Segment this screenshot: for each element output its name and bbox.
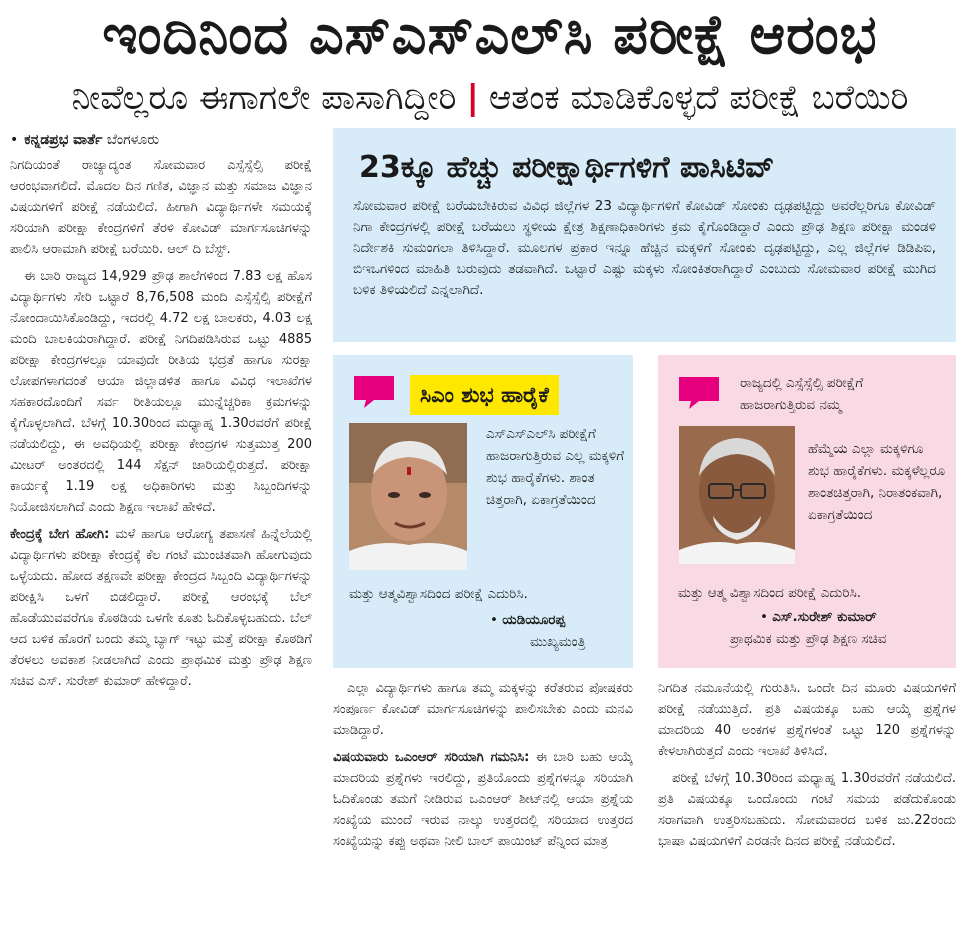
- left-paragraph-3-text: ಮಳೆ ಹಾಗೂ ಆರೋಗ್ಯ ತಪಾಸಣೆ ಹಿನ್ನೆಲೆಯಲ್ಲಿ ವಿದ್ಯಾರ್ಥಿಗಳು ಪರೀಕ್ಷಾ ಕೇಂದ್ರಕ್ಕೆ ಕೆಲ ಗಂಟೆ ಮುಂಚಿತವಾಗಿ ಹೋಗುವುದು ಒಳ್ಳೆಯದು. ಹೋದ ತಕ್ಷಣವೇ ಪರೀಕ್ಷಾ ಕೇಂದ್ರದ ಸಿಬ್ಬಂದಿ ವಿದ್ಯಾರ್ಥಿಗಳನ್ನು ಪರೀಕ್ಷಿಸಿ ಒಳಗೆ ಬಿಡಲಿದ್ದಾರೆ. ಪರೀಕ್ಷೆ ಆರಂಭಕ್ಕೆ ಬೆಲ್ ಹೊಡೆಯುವವರೆಗೂ ಕೊಠಡಿಯ ಒಳಗೇ ಕೂತು ಓದಿಕೊಳ್ಳಬಹುದು. ಬೆಲ್ ಆದ ಬಳಿಕ ಹೊರಗೆ ಬಂದು ತಮ್ಮ ಬ್ಯಾಗ್ ಇಟ್ಟು ಮತ್ತೆ ಪರೀಕ್ಷಾ ಕೊಠಡಿಗೆ ತೆರಳಲು ಅವಕಾಶ ನೀಡಲಾಗಿದೆ ಎಂದು ಪ್ರಾಥಮಿಕ ಮತ್ತು ಪ್ರೌಢ ಶಿಕ್ಷಣ ಸಚಿವ ಎಸ್. ಸುರೇಶ್ ಕುಮಾರ್ ಹೇಳಿದ್ದಾರೆ.: [10, 527, 312, 689]
- right-paragraph-2: ಪರೀಕ್ಷೆ ಬೆಳಗ್ಗೆ 10.30ರಿಂದ ಮಧ್ಯಾಹ್ನ 1.30ರವರೆಗೆ ನಡೆಯಲಿದೆ. ಪ್ರತಿ ವಿಷಯಕ್ಕೂ ಒಂದೊಂದು ಗಂಟೆ ಸಮಯ ಪಡೆದುಕೊಂಡು ಸರಾಗವಾಗಿ ಉತ್ತರಿಸಬಹುದು. ಸೋಮವಾರದ ಬಳಿಕ ಜು.22ರಂದು ಭಾಷಾ ವಿಷಯಗಳಿಗೆ ಎರಡನೇ ದಿನದ ಪರೀಕ್ಷೆ ನಡೆಯಲಿದೆ.: [658, 771, 956, 849]
- subhead-right: ಆತಂಕ ಮಾಡಿಕೊಳ್ಳದೆ ಪರೀಕ್ಷೆ ಬರೆಯಿರಿ: [488, 78, 909, 118]
- subhead-separator: |: [466, 78, 479, 118]
- right-paragraph-1: ನಿಗದಿತ ನಮೂನೆಯಲ್ಲಿ ಗುರುತಿಸಿ. ಒಂದೇ ದಿನ ಮೂರು ವಿಷಯಗಳಿಗೆ ಪರೀಕ್ಷೆ ನಡೆಯುತ್ತಿದೆ. ಪ್ರತಿ ವಿಷಯಕ್ಕೂ ಬಹು ಆಯ್ಕೆ ಪ್ರಶ್ನೆಗಳ ಮಾದರಿಯ 40 ಅಂಕಗಳ ಪ್ರಶ್ನೆಗಳಂತೆ ಒಟ್ಟು 120 ಪ್ರಶ್ನೆಗಳನ್ನು ಕೇಳಲಾಗಿರುತ್ತದೆ ಎಂದು ಇಲಾಖೆ ತಿಳಿಸಿದೆ.: [658, 681, 956, 759]
- minister-quote-top: ರಾಜ್ಯದಲ್ಲಿ ಎಸ್ಸೆಸ್ಸೆಲ್ಸಿ ಪರೀಕ್ಷೆಗೆ ಹಾಜರಾಗುತ್ತಿರುವ ನಮ್ಮ: [740, 375, 864, 413]
- positive-cases-body: ಸೋಮವಾರ ಪರೀಕ್ಷೆ ಬರೆಯಬೇಕಿರುವ ವಿವಿಧ ಜಿಲ್ಲೆಗಳ 23 ವಿದ್ಯಾರ್ಥಿಗಳಿಗೆ ಕೋವಿಡ್ ಸೋಂಕು ದೃಢಪಟ್ಟಿದ್ದು ಅವರೆಲ್ಲರಿಗೂ ಕೋವಿಡ್ ನಿಗಾ ಕೇಂದ್ರಗಳಲ್ಲಿ ಪರೀಕ್ಷೆ ಬರೆಯಲು ಸ್ಥಳೀಯ ಕ್ಷೇತ್ರ ಶಿಕ್ಷಣಾಧಿಕಾರಿಗಳು ಕ್ರಮ ಕೈಗೊಂಡಿದ್ದಾರೆ ಎಂದು ಪ್ರೌಢ ಶಿಕ್ಷಣ ಪರೀಕ್ಷಾ ಮಂಡಳಿ ನಿರ್ದೇಶಕಿ ಸುಮಂಗಲಾ ತಿಳಿಸಿದ್ದಾರೆ. ಮೂಲಗಳ ಪ್ರಕಾರ ಇನ್ನೂ ಹೆಚ್ಚಿನ ಮಕ್ಕಳಿಗೆ ಸೋಂಕು ದೃಢಪಟ್ಟಿದ್ದು, ಎಲ್ಲ ಜಿಲ್ಲೆಗಳ ಡಿಡಿಪಿಐ, ಬಿಇಒಗಳಿಂದ ಮಾಹಿತಿ ಬರುವುದು ತಡವಾಗಿದೆ. ಒಟ್ಟಾರೆ ಎಷ್ಟು ಮಕ್ಕಳು ಸೋಂಕಿತರಾಗಿದ್ದಾರೆ ಎಂಬುದು ಸೋಮವಾರ ಪರೀಕ್ಷೆ ಮುಗಿದ ಬಳಿಕ ತಿಳಿಯಲಿದೆ ಎನ್ನಲಾಗಿದೆ.: [353, 198, 936, 298]
- subheadline: [0, 72, 980, 124]
- middle-paragraph-2: [333, 747, 633, 852]
- minister-quote-tail: ಮತ್ತು ಆತ್ಮ ವಿಶ್ವಾಸದಿಂದ ಪರೀಕ್ಷೆ ಎದುರಿಸಿ.: [678, 585, 862, 601]
- minister-photo: [679, 426, 795, 564]
- cm-wishes-title: ಸಿಎಂ ಶುಭ ಹಾರೈಕೆ: [410, 375, 559, 415]
- positive-cases-title: 23ಕ್ಕೂ ಹೆಚ್ಚು ಪರೀಕ್ಷಾರ್ಥಿಗಳಿಗೆ ಪಾಸಿಟಿವ್: [359, 150, 775, 185]
- subhead-left: ನೀವೆಲ್ಲರೂ ಈಗಾಗಲೇ ಪಾಸಾಗಿದ್ದೀರಿ: [71, 78, 457, 118]
- middle-paragraph-1: ಎಲ್ಲಾ ವಿದ್ಯಾರ್ಥಿಗಳು ಹಾಗೂ ತಮ್ಮ ಮಕ್ಕಳನ್ನು ಕರೆತರುವ ಪೋಷಕರು ಸಂಪೂರ್ಣ ಕೋವಿಡ್ ಮಾರ್ಗಸೂಚಿಗಳನ್ನು ಪಾಲಿಸಬೇಕು ಎಂದು ಮನವಿ ಮಾಡಿದ್ದಾರೆ.: [333, 681, 633, 738]
- left-paragraph-3-lead: ಕೇಂದ್ರಕ್ಕೆ ಬೇಗ ಹೋಗಿ:: [10, 527, 110, 542]
- positive-cases-box: [333, 128, 956, 342]
- byline-agency: ಕನ್ನಡಪ್ರಭ ವಾರ್ತೆ: [24, 132, 103, 148]
- minister-quote: ಹೆಮ್ಮೆಯ ಎಲ್ಲಾ ಮಕ್ಕಳಿಗೂ ಶುಭ ಹಾರೈಕೆಗಳು. ಮಕ್ಕಳೆಲ್ಲರೂ ಶಾಂತಚಿತ್ತರಾಗಿ, ನಿರಾತಂಕವಾಗಿ, ಏಕಾಗ್ರತೆಯಿಂದ: [808, 441, 946, 523]
- portrait-cm-image: [349, 423, 467, 570]
- chat-bubble-icon: [677, 375, 721, 411]
- bullet-icon: •: [760, 609, 773, 625]
- cm-quote: ಎಸ್‌ಎಸ್‌ಎಲ್‌ಸಿ ಪರೀಕ್ಷೆಗೆ ಹಾಜರಾಗುತ್ತಿರುವ ಎಲ್ಲ ಮಕ್ಕಳಿಗೆ ಶುಭ ಹಾರೈಕೆಗಳು. ಶಾಂತ ಚಿತ್ತರಾಗಿ, ಏಕಾಗ್ರತೆಯಿಂದ: [486, 426, 625, 508]
- chat-bubble-icon: [352, 374, 396, 410]
- cm-name: ಯಡಿಯೂರಪ್ಪ: [502, 612, 566, 628]
- cm-role: ಮುಖ್ಯಮಂತ್ರಿ: [530, 634, 586, 650]
- left-paragraph-3: [10, 524, 312, 692]
- left-paragraph-2: ಈ ಬಾರಿ ರಾಜ್ಯದ 14,929 ಪ್ರೌಢ ಶಾಲೆಗಳಿಂದ 7.83 ಲಕ್ಷ ಹೊಸ ವಿದ್ಯಾರ್ಥಿಗಳು ಸೇರಿ ಒಟ್ಟಾರೆ 8,76,508 ಮಂದಿ ಎಸ್ಸೆಸ್ಸೆಲ್ಸಿ ಪರೀಕ್ಷೆಗೆ ನೋಂದಾಯಿಸಿಕೊಂಡಿದ್ದು, ಇದರಲ್ಲಿ 4.72 ಲಕ್ಷ ಬಾಲಕರು, 4.03 ಲಕ್ಷ ಮಂದಿ ಬಾಲಕಿಯರಾಗಿದ್ದಾರೆ. ಪರೀಕ್ಷೆ ನಿಗದಿಪಡಿಸಿರುವ ಒಟ್ಟು 4885 ಪರೀಕ್ಷಾ ಕೇಂದ್ರಗಳಲ್ಲೂ ಯಾವುದೇ ರೀತಿಯ ಭದ್ರತೆ ಹಾಗೂ ಸುರಕ್ಷಾ ಲೋಪಗಳಾಗದಂತೆ ಆಯಾ ಜಿಲ್ಲಾಡಳಿತ ಹಾಗೂ ವಿವಿಧ ಇಲಾಖೆಗಳ ಸಹಕಾರದೊಂದಿಗೆ ಸರ್ವ ರೀತಿಯಲ್ಲೂ ಮುನ್ನೆಚ್ಚರಿಕಾ ಕ್ರಮಗಳನ್ನು ಕೈಗೊಳ್ಳಲಾಗಿದೆ. ಬೆಳಗ್ಗೆ 10.30ರಿಂದ ಮಧ್ಯಾಹ್ನ 1.30ರವರೆಗೆ ಪರೀಕ್ಷೆ ನಡೆಯಲಿದ್ದು, ಈ ಅವಧಿಯಲ್ಲಿ ಪರೀಕ್ಷಾ ಕೇಂದ್ರಗಳ ಸುತ್ತಮುತ್ತ 200 ಮೀಟರ್ ಅಂತರದಲ್ಲಿ 144 ಸೆಕ್ಷನ್ ಜಾರಿಯಲ್ಲಿರುತ್ತದೆ. ಪರೀಕ್ಷಾ ಕಾರ್ಯಕ್ಕೆ 1.19 ಲಕ್ಷ ಅಧಿಕಾರಿಗಳು ಮತ್ತು ಸಿಬ್ಬಂದಿಗಳನ್ನು ನಿಯೋಜಿಸಲಾಗಿದೆ ಎಂದು ಶಿಕ್ಷಣ ಇಲಾಖೆ ಹೇಳಿದೆ.: [10, 269, 312, 515]
- middle-paragraph-2-lead: ವಿಷಯವಾರು ಒಎಂಆರ್ ಸರಿಯಾಗಿ ಗಮನಿಸಿ:: [333, 750, 530, 765]
- byline: [10, 130, 312, 151]
- right-column: [658, 678, 956, 858]
- headline: ಇಂದಿನಿಂದ ಎಸ್‌ಎಸ್‌ಎಲ್‌ಸಿ ಪರೀಕ್ಷೆ ಆರಂಭ: [102, 3, 878, 66]
- cm-quote-tail: ಮತ್ತು ಆತ್ಮವಿಶ್ವಾಸದಿಂದ ಪರೀಕ್ಷೆ ಎದುರಿಸಿ.: [349, 586, 528, 602]
- minister-name: ಎಸ್.ಸುರೇಶ್ ಕುಮಾರ್: [772, 609, 877, 625]
- left-paragraph-1: ನಿಗದಿಯಂತೆ ರಾಜ್ಯಾದ್ಯಂತ ಸೋಮವಾರ ಎಸ್ಸೆಸ್ಸೆಲ್ಸಿ ಪರೀಕ್ಷೆ ಆರಂಭವಾಗಲಿದೆ. ಮೊದಲ ದಿನ ಗಣಿತ, ವಿಜ್ಞಾನ ಮತ್ತು ಸಮಾಜ ವಿಜ್ಞಾನ ವಿಷಯಗಳಿಗೆ ಪರೀಕ್ಷೆ ನಡೆಯಲಿದೆ. ಹೀಗಾಗಿ ವಿದ್ಯಾರ್ಥಿಗಳೇ ಸಮಯಕ್ಕೆ ಸರಿಯಾಗಿ ಪರೀಕ್ಷಾ ಕೇಂದ್ರಗಳಿಗೆ ತೆರಳಿ ಕೋವಿಡ್ ಮಾರ್ಗಸೂಚಿಗಳನ್ನು ಪಾಲಿಸಿ ಆರಾಮಾಗಿ ಪರೀಕ್ಷೆ ಬರೆಯಿರಿ. ಆಲ್ ದಿ ಬೆಸ್ಟ್.: [10, 158, 312, 257]
- minister-signature: [700, 606, 950, 650]
- cm-photo: [349, 423, 467, 570]
- cm-signature: [490, 609, 630, 653]
- byline-city: ಬೆಂಗಳೂರು: [106, 132, 160, 148]
- bullet-icon: •: [490, 612, 503, 628]
- minister-role: ಪ್ರಾಥಮಿಕ ಮತ್ತು ಪ್ರೌಢ ಶಿಕ್ಷಣ ಸಚಿವ: [730, 631, 887, 647]
- portrait-minister-image: [679, 426, 795, 564]
- left-column: [10, 130, 312, 698]
- middle-paragraph-2-text: ಈ ಬಾರಿ ಬಹು ಆಯ್ಕೆ ಮಾದರಿಯ ಪ್ರಶ್ನೆಗಳು ಇರಲಿದ್ದು, ಪ್ರತಿಯೊಂದು ಪ್ರಶ್ನೆಗಳನ್ನೂ ಸರಿಯಾಗಿ ಓದಿಕೊಂಡು ತಮಗೆ ನೀಡಿರುವ ಒಎಂಆರ್ ಶೀಟ್‌ನಲ್ಲಿ ಆಯಾ ಪ್ರಶ್ನೆಯ ಸಂಖ್ಯೆಯ ಮುಂದೆ ಇರುವ ನಾಲ್ಕು ಉತ್ತರದಲ್ಲಿ ಸರಿಯಾದ ಉತ್ತರದ ಸಂಖ್ಯೆಯನ್ನು ಕಪ್ಪು ಅಥವಾ ನೀಲಿ ಬಾಲ್ ಪಾಯಿಂಟ್ ಪೆನ್ನಿಂದ ಮಾತ್ರ: [333, 750, 633, 849]
- middle-column: [333, 678, 633, 858]
- bullet-icon: •: [10, 132, 19, 148]
